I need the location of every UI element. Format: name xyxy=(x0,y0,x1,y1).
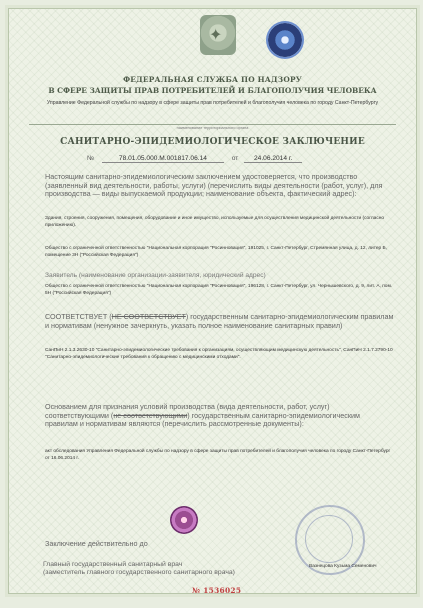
department-caption: наименование территориального органа xyxy=(176,126,249,130)
compliance-statement: СООТВЕТСТВУЕТ (НЕ СООТВЕТСТВУЕТ) государственным санитарно-эпидемиологическим правилам и нормативам (ненужное зачеркнуть, указать полное наименование санитарных правил) xyxy=(45,312,394,330)
basis-document: акт обследования Управления Федеральной службы по надзору в сфере защиты прав потребителей и благополучия человека по городу Санкт-Петербург от 16.06.2014 г. xyxy=(45,449,391,461)
official-seal-inner xyxy=(305,515,353,563)
document-number-row xyxy=(87,155,306,163)
number-label: № xyxy=(87,155,95,162)
organization-address: Общество с ограниченной ответственностью "Национальная корпорация "Росинновация", 191025, г. Санкт-Петербург, Стремянная улица, д. 12, литер Б, помещение 3Н ("Российская Федерация") xyxy=(45,246,388,258)
applicant-address: Общество с ограниченной ответственностью "Национальная корпорация "Росинновация", 196128, г. Санкт-Петербург, ул. Чернышевского, д. 9, лит. А, пом. 5Н ("Российская Федерация") xyxy=(45,284,393,296)
sanitary-rules: СанПиН 2.1.3.2630-10 "Санитарно-эпидемиологические требования к организациям, осуществляющим медицинскую деятельность", СанПиН 2.1.7.2790-10 "Санитарно-эпидемиологические требования к обращению с медицинскими отходами". xyxy=(45,348,393,360)
signatory-title: Главный государственный санитарный врач (заместитель главного государственного санитарного врача) xyxy=(43,561,235,577)
document-number: 78.01.05.000.М.001817.06.14 xyxy=(102,155,224,163)
hologram-sticker xyxy=(268,23,302,57)
certificate-page xyxy=(8,8,417,594)
coat-of-arms-emblem: ✦ xyxy=(200,15,236,55)
divider-line xyxy=(29,124,396,125)
applicant-label: Заявитель (наименование организации-заявителя, юридический адрес) xyxy=(45,272,266,279)
date-label: от xyxy=(231,155,239,162)
basis-statement: Основанием для признания условий производства (вида деятельности, работ, услуг) соответствующими (не соответствующими) государственным санитарно-эпидемиологическим правилам и нормативам являются (перечислить рассмотренные документы): xyxy=(45,402,360,429)
document-title: САНИТАРНО-ЭПИДЕМИОЛОГИЧЕСКОЕ ЗАКЛЮЧЕНИЕ xyxy=(60,137,365,147)
validity-label: Заключение действительно до xyxy=(45,539,148,548)
object-description: Здания, строения, сооружения, помещения, оборудование и иное имущество, используемые для осуществления медицинской деятельности (согласно приложению). xyxy=(45,216,385,228)
agency-title-line1: ФЕДЕРАЛЬНАЯ СЛУЖБА ПО НАДЗОРУ xyxy=(123,75,302,84)
department-name: Управление Федеральной службы по надзору в сфере защиты прав потребителей и благополучия человека по городу Санкт-Петербургу xyxy=(46,100,379,106)
signer-name: Вазнецова Кузьма Семенович xyxy=(309,564,377,569)
hologram-stamp xyxy=(170,506,198,534)
agency-title-line2: В СФЕРЕ ЗАЩИТЫ ПРАВ ПОТРЕБИТЕЛЕЙ И БЛАГОПОЛУЧИЯ ЧЕЛОВЕКА xyxy=(48,86,377,95)
struck-not-corresponding: не соответствующими xyxy=(113,410,188,420)
struck-not-compliant: НЕ СООТВЕТСТВУЕТ xyxy=(111,312,186,321)
serial-number: № 1536025 xyxy=(192,586,242,594)
intro-paragraph: Настоящим санитарно-эпидемиологическим заключением удостоверяется, что производство (заявленный вид деятельности, работы, услуги) (перечислить виды деятельности (работ, услуг), для производства — виды выпускаемой продукции; наименование объекта, фактический адрес): xyxy=(45,172,383,199)
document-date: 24.06.2014 г. xyxy=(244,155,302,163)
